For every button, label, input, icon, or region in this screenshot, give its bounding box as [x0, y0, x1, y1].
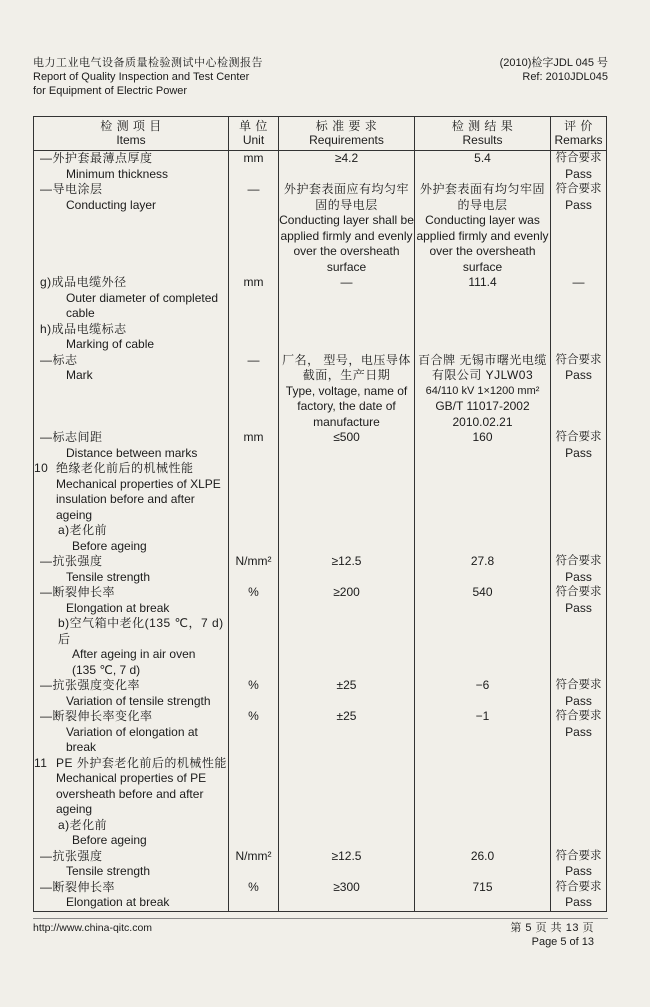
cell-text: —标志间距	[40, 430, 103, 444]
table-cell: 26.0	[415, 849, 551, 880]
cell-text: —抗张强度变化率	[40, 678, 141, 692]
table-cell	[34, 151, 229, 183]
cell-text: Mark	[66, 368, 93, 382]
table-cell: 5.4	[415, 151, 551, 183]
table-cell: —	[229, 182, 279, 275]
cell-text: After ageing in air oven	[72, 647, 196, 661]
table-row	[34, 151, 607, 183]
cell-text: 绝缘老化前后的机械性能	[56, 461, 194, 475]
cell-text: Variation of tensile strength	[66, 693, 211, 708]
table-cell: ±25	[279, 709, 415, 756]
table-cell	[415, 182, 551, 275]
cell-text: Conducting layer shall be applied firmly and evenly over the oversheath surface	[279, 213, 414, 274]
table-cell: ≥200	[279, 585, 415, 616]
table-cell	[279, 756, 415, 818]
cell-text: Minimum thickness	[66, 166, 169, 181]
table-row	[34, 818, 607, 849]
table-cell: N/mm²	[229, 849, 279, 880]
table-row	[34, 554, 607, 585]
table-cell: −1	[415, 709, 551, 756]
cell-text: a)老化前	[58, 523, 108, 537]
table-cell: ≥4.2	[279, 151, 415, 183]
cell-text: 符合要求	[555, 586, 602, 598]
cell-text: b)空气箱中老化(135 ℃，7 d)后	[58, 616, 224, 646]
table-cell	[34, 678, 229, 709]
table-cell	[229, 523, 279, 554]
table-cell	[415, 616, 551, 678]
table-cell	[415, 461, 551, 523]
table-row	[34, 756, 607, 818]
cell-text: —导电涂层	[40, 182, 103, 196]
header-items	[34, 117, 229, 151]
table-cell	[279, 461, 415, 523]
table-cell: 111.4	[415, 275, 551, 322]
cell-text: 百合牌 无锡市曙光电缆有限公司 YJLW03	[418, 352, 547, 382]
cell-text: 检 测 结 果	[451, 119, 514, 133]
cell-text: 评 价	[564, 119, 593, 133]
cell-text: 符合要求	[555, 710, 602, 722]
cell-text: 符合要求	[555, 353, 602, 366]
table-cell: %	[229, 880, 279, 912]
table-cell	[551, 151, 607, 183]
page-indicator-zh: 第 5 页 共 13 页	[510, 922, 594, 934]
cell-text: 符合要求	[555, 880, 602, 893]
table-cell	[34, 430, 229, 461]
table-row	[34, 275, 607, 322]
table-cell	[551, 523, 607, 554]
cell-text: Marking of cable	[66, 337, 155, 351]
table-cell	[415, 818, 551, 849]
table-cell	[551, 756, 607, 818]
cell-text: Items	[116, 133, 146, 147]
cell-text: g)成品电缆外径	[40, 275, 127, 289]
table-cell: 160	[415, 430, 551, 461]
table-cell	[34, 818, 229, 849]
table-row	[34, 182, 607, 275]
table-cell	[229, 461, 279, 523]
table-cell: ≥300	[279, 880, 415, 912]
table-cell	[34, 353, 229, 431]
table-row	[34, 849, 607, 880]
cell-text: Tensile strength	[66, 569, 151, 584]
cell-text: —外护套最薄点厚度	[40, 151, 153, 165]
cell-text: Pass	[565, 693, 592, 708]
table-cell: ≥12.5	[279, 554, 415, 585]
table-cell	[551, 585, 607, 616]
cell-text: h)成品电缆标志	[40, 321, 127, 336]
table-cell	[34, 554, 229, 585]
header-title-en-line2: for Equipment of Electric Power	[33, 85, 188, 97]
cell-text: 符合要求	[555, 849, 602, 862]
table-row	[34, 523, 607, 554]
cell-text: Tensile strength	[66, 864, 151, 878]
report-ref: Ref: 2010JDL045	[522, 71, 608, 83]
table-cell	[34, 616, 229, 678]
table-cell: %	[229, 585, 279, 616]
table-cell	[551, 709, 607, 756]
table-cell	[415, 756, 551, 818]
cell-text: Distance between marks	[66, 445, 198, 460]
table-cell	[279, 182, 415, 275]
cell-text: Before ageing	[72, 833, 147, 847]
table-row	[34, 322, 607, 353]
table-row	[34, 585, 607, 616]
cell-text: 符合要求	[555, 152, 602, 164]
table-cell	[279, 616, 415, 678]
table-cell	[34, 880, 229, 912]
table-cell	[551, 353, 607, 431]
table-cell	[34, 756, 229, 818]
table-cell: 27.8	[415, 554, 551, 585]
table-cell	[229, 616, 279, 678]
table-row	[34, 709, 607, 756]
table-cell	[551, 818, 607, 849]
cell-text: Mechanical properties of XLPE insulation before and after ageing	[56, 476, 221, 522]
cell-text: Outer diameter of completed cable	[66, 290, 219, 320]
report-number-zh: (2010)检字JDL 045 号	[499, 57, 608, 69]
table-cell: %	[229, 678, 279, 709]
table-cell	[229, 756, 279, 818]
page-indicator-en: Page 5 of 13	[531, 936, 594, 948]
table-row	[34, 616, 607, 678]
table-cell	[551, 880, 607, 912]
table-cell	[34, 585, 229, 616]
cell-text: Results	[462, 133, 503, 147]
cell-text: Type, voltage, name of factory, the date of manufacture	[285, 383, 408, 429]
cell-text: Pass	[565, 569, 592, 584]
table-cell: —	[229, 353, 279, 431]
table-row	[34, 353, 607, 431]
cell-text: Variation of elongation at break	[66, 724, 198, 754]
table-cell: —	[551, 275, 607, 322]
table-cell	[551, 182, 607, 275]
cell-text: 符合要求	[555, 431, 602, 443]
table-row	[34, 430, 607, 461]
cell-text: Pass	[565, 166, 592, 181]
cell-text: Pass	[565, 895, 592, 909]
cell-text: a)老化前	[58, 817, 108, 832]
table-cell: ≤500	[279, 430, 415, 461]
table-cell	[279, 818, 415, 849]
cell-text: Elongation at break	[66, 600, 170, 615]
cell-text: Pass	[565, 864, 592, 878]
cell-text: 外护套表面有均匀牢固的导电层	[419, 182, 545, 212]
table-cell	[279, 523, 415, 554]
header-unit	[229, 117, 279, 151]
header-requirements	[279, 117, 415, 151]
header-remarks	[551, 117, 607, 151]
table-cell: N/mm²	[229, 554, 279, 585]
cell-text: 检 测 项 目	[100, 119, 162, 133]
table-cell	[415, 523, 551, 554]
table-cell	[34, 461, 229, 523]
cell-text: 外护套表面应有均匀牢固的导电层	[283, 182, 409, 212]
cell-text: —标志	[40, 352, 78, 367]
cell-text: —抗张强度	[40, 554, 103, 568]
cell-text: 标 准 要 求	[315, 119, 378, 133]
footer-divider	[33, 918, 608, 919]
cell-text	[34, 756, 228, 772]
header-title-en-line1: Report of Quality Inspection and Test Center	[33, 71, 250, 83]
cell-text: Pass	[565, 724, 592, 739]
cell-text: —断裂伸长率	[40, 879, 116, 894]
report-header-left	[33, 56, 263, 98]
table-cell	[34, 182, 229, 275]
table-cell	[551, 616, 607, 678]
cell-text: 单 位	[239, 119, 268, 133]
cell-text: Pass	[565, 600, 592, 615]
cell-text: (135 ℃, 7 d)	[72, 662, 141, 677]
cell-text: Conducting layer was applied firmly and evenly over the oversheath surface	[416, 213, 549, 274]
table-cell: mm	[229, 275, 279, 322]
cell-text: Requirements	[309, 133, 384, 147]
cell-text: 符合要求	[555, 183, 602, 195]
table-cell: mm	[229, 151, 279, 183]
table-cell	[415, 353, 551, 431]
table-cell: 715	[415, 880, 551, 912]
cell-text: Before ageing	[72, 538, 147, 553]
cell-text: GB/T 11017-2002	[435, 399, 530, 413]
table-cell	[34, 275, 229, 322]
cell-text: 厂名， 型号，电压导体截面，生产日期	[282, 352, 411, 382]
table-cell	[34, 523, 229, 554]
cell-text: 2010.02.21	[452, 414, 513, 429]
cell-text: Conducting layer	[66, 197, 157, 212]
footer-url[interactable]: http://www.china-qitc.com	[33, 922, 153, 934]
table-cell	[551, 554, 607, 585]
cell-text: Pass	[565, 445, 592, 460]
cell-text: 10	[34, 461, 49, 475]
cell-text	[34, 461, 228, 477]
table-row	[34, 880, 607, 912]
cell-text: Pass	[565, 368, 592, 382]
table-row	[34, 678, 607, 709]
cell-text: Elongation at break	[66, 895, 170, 909]
table-cell: mm	[229, 430, 279, 461]
cell-text: 符合要求	[555, 555, 602, 567]
table-cell	[551, 430, 607, 461]
header-title-zh: 电力工业电气设备质量检验测试中心检测报告	[33, 57, 263, 69]
report-header-right	[500, 56, 608, 84]
table-cell	[34, 709, 229, 756]
cell-text: 11	[34, 755, 48, 770]
table-cell	[34, 849, 229, 880]
table-cell	[415, 322, 551, 353]
cell-text: PE 外护套老化前后的机械性能	[56, 755, 227, 770]
page-indicator	[510, 921, 594, 949]
cell-text: 符合要求	[555, 679, 602, 691]
table-cell: −6	[415, 678, 551, 709]
table-cell: ≥12.5	[279, 849, 415, 880]
cell-text: —抗张强度	[40, 848, 103, 863]
table-cell	[34, 322, 229, 353]
header-results	[415, 117, 551, 151]
table-cell	[551, 678, 607, 709]
cell-text: Mechanical properties of PE oversheath before and after ageing	[56, 771, 207, 816]
table-cell	[551, 461, 607, 523]
cell-text: Unit	[242, 133, 265, 147]
table-cell: ±25	[279, 678, 415, 709]
table-cell	[551, 849, 607, 880]
table-cell	[279, 353, 415, 431]
table-cell	[229, 818, 279, 849]
cell-text: Remarks	[554, 133, 603, 147]
table-cell: %	[229, 709, 279, 756]
cell-text: —断裂伸长率变化率	[40, 709, 153, 723]
table-cell: 540	[415, 585, 551, 616]
table-cell	[279, 322, 415, 353]
table-cell	[551, 322, 607, 353]
table-row	[34, 461, 607, 523]
inspection-results-table	[33, 116, 607, 912]
cell-text: Pass	[565, 197, 592, 212]
table-cell	[229, 322, 279, 353]
cell-text: —断裂伸长率	[40, 585, 116, 599]
table-header-row	[34, 117, 607, 151]
table-cell: —	[279, 275, 415, 322]
cell-text: 64/110 kV 1×1200 mm²	[425, 384, 540, 397]
